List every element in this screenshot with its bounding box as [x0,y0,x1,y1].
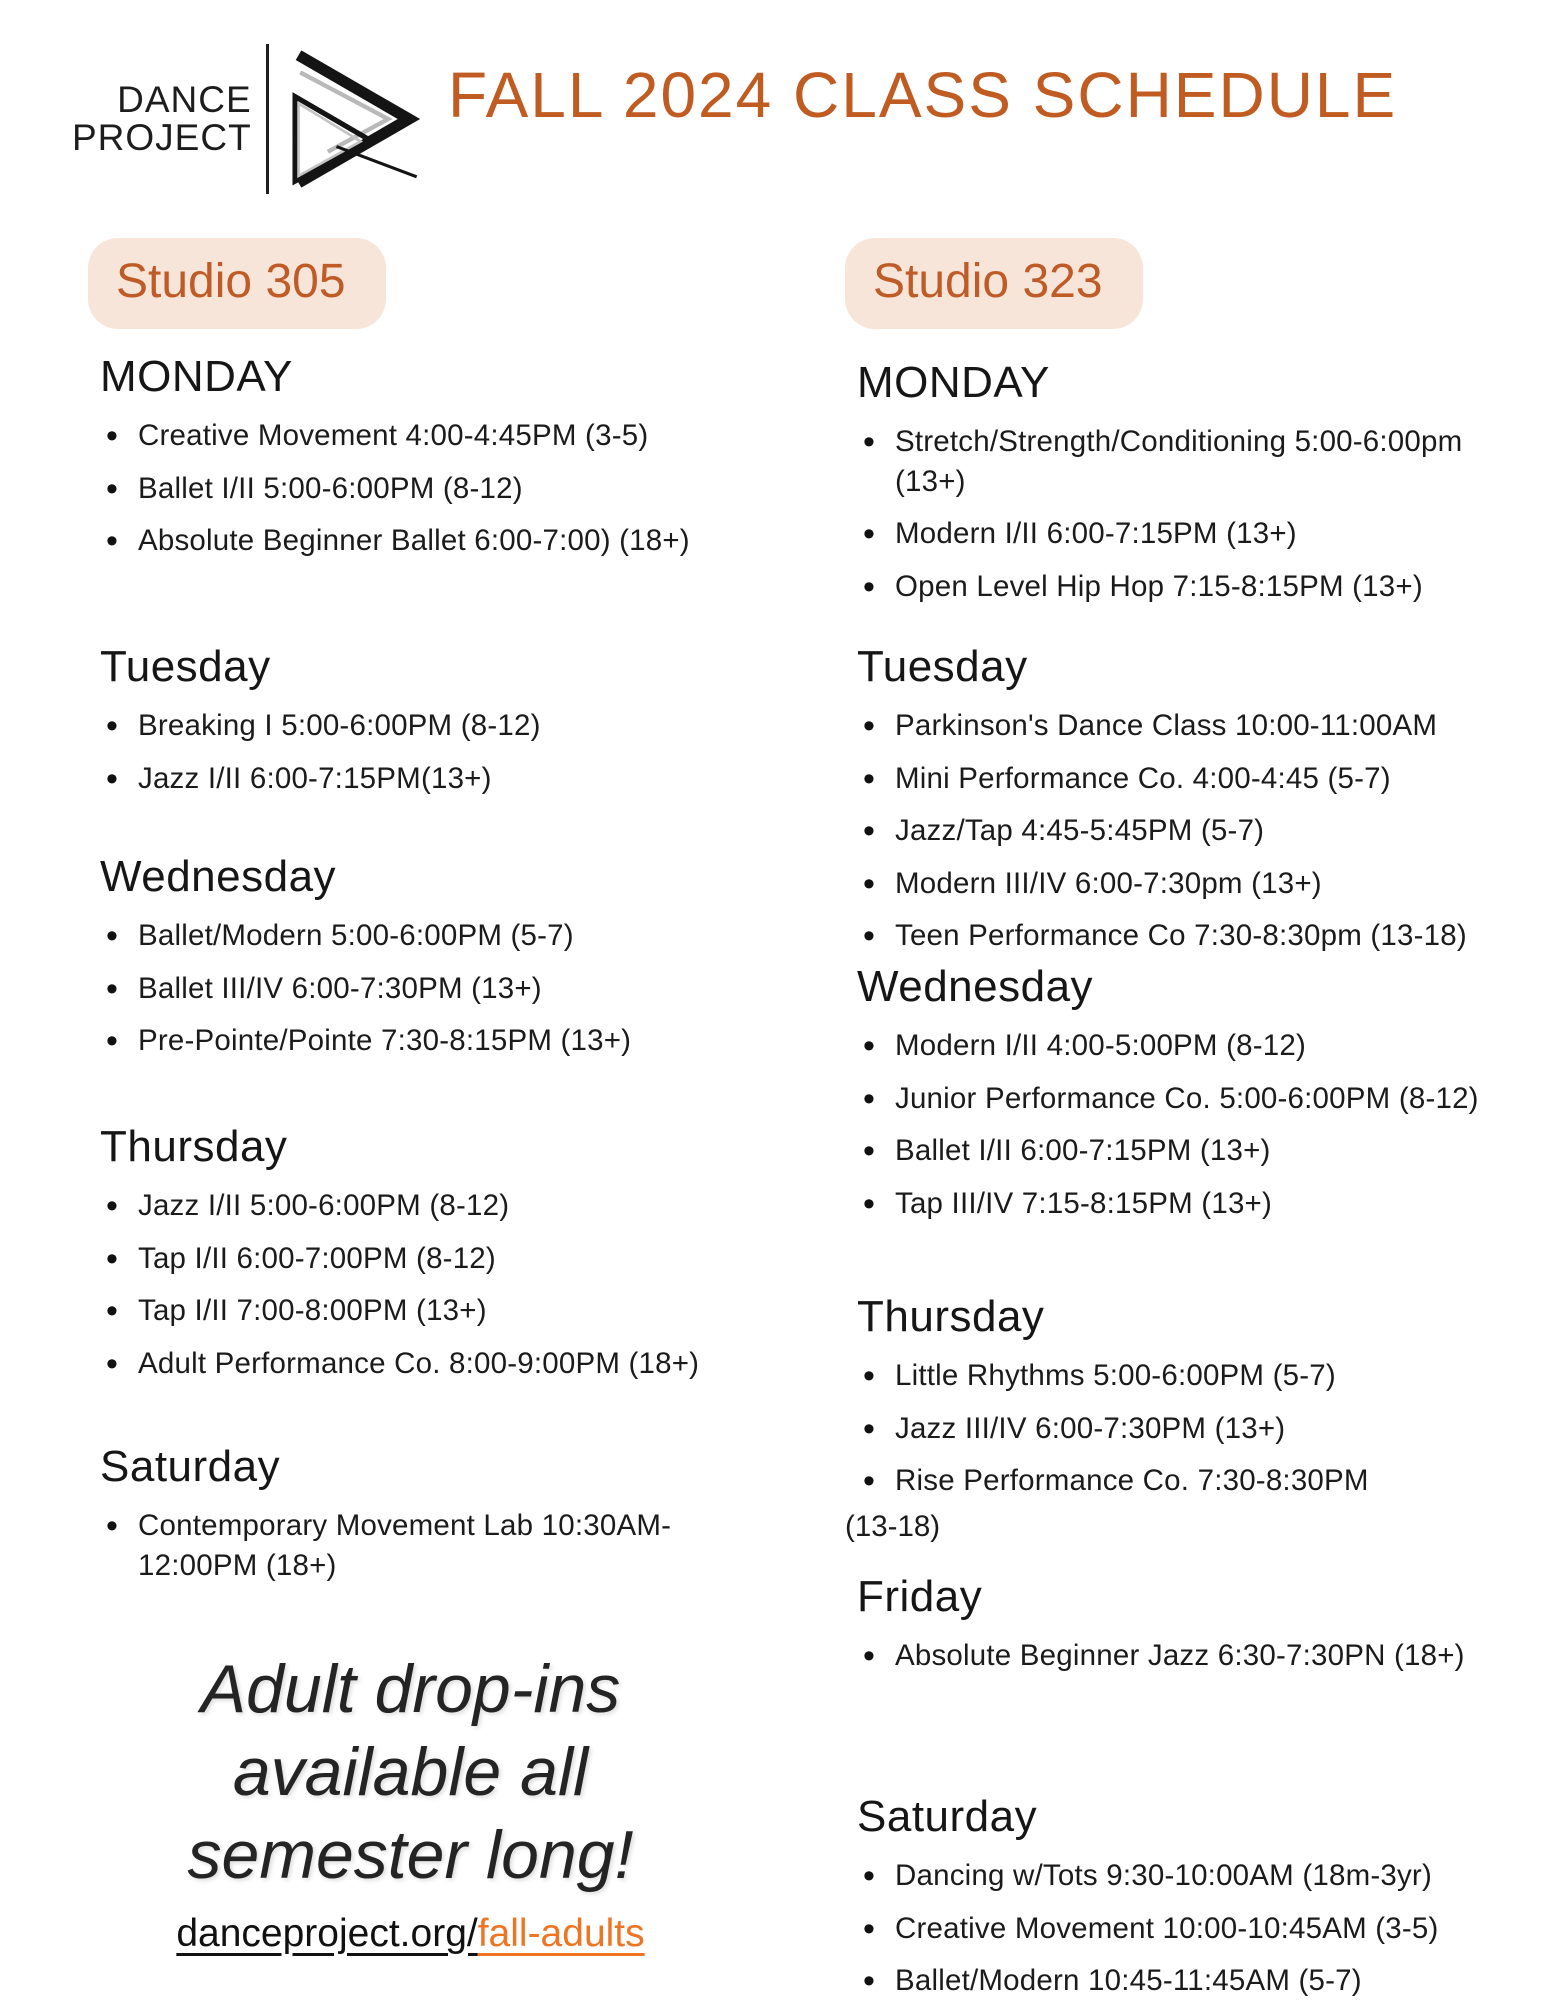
link-domain-text[interactable]: danceproject.org/ [176,1912,478,1955]
schedule-item: • Ballet/Modern 5:00-6:00PM (5-7) [88,916,733,956]
studio-323-badge: Studio 323 [845,238,1143,329]
class-list [88,1186,733,1383]
schedule-item: • Pre-Pointe/Pointe 7:30-8:15PM (13+) [88,1021,733,1061]
studio-323-tuesday-section [845,642,1513,969]
day-heading: Tuesday [100,642,271,691]
schedule-item: • Contemporary Movement Lab 10:30AM-12:00PM (18+) [88,1506,733,1585]
schedule-item: • Jazz/Tap 4:45-5:45PM (5-7) [845,811,1513,851]
day-heading: Saturday [857,1792,1038,1841]
schedule-item: • Creative Movement 4:00-4:45PM (3-5) [88,416,733,456]
day-heading: Friday [857,1572,983,1621]
schedule-item: • Jazz I/II 5:00-6:00PM (8-12) [88,1186,733,1226]
day-heading: Thursday [857,1292,1045,1341]
schedule-item: • Modern I/II 6:00-7:15PM (13+) [845,514,1513,554]
class-list [845,1636,1513,1676]
class-list [845,706,1513,956]
dance-project-arrow-icon [283,40,421,198]
day-heading: Thursday [100,1122,288,1171]
day-heading: Tuesday [857,642,1028,691]
schedule-item: • Absolute Beginner Jazz 6:30-7:30PN (18+) [845,1636,1513,1676]
schedule-item: • Jazz III/IV 6:00-7:30PM (13+) [845,1409,1513,1449]
schedule-item: • Adult Performance Co. 8:00-9:00PM (18+) [88,1344,733,1384]
logo-line-dance: DANCE [117,78,252,120]
schedule-item: • Ballet III/IV 6:00-7:30PM (13+) [88,969,733,1009]
schedule-item: • Tap I/II 6:00-7:00PM (8-12) [88,1239,733,1279]
schedule-item: • Little Rhythms 5:00-6:00PM (5-7) [845,1356,1513,1396]
schedule-item: • Tap I/II 7:00-8:00PM (13+) [88,1291,733,1331]
dance-project-logo [72,40,421,198]
schedule-item: • Open Level Hip Hop 7:15-8:15PM (13+) [845,567,1513,607]
day-heading: Saturday [100,1442,281,1491]
class-list [845,1356,1513,1501]
studio-323-monday-section [845,358,1513,619]
schedule-item: • Modern I/II 4:00-5:00PM (8-12) [845,1026,1513,1066]
class-list [845,1856,1513,2001]
schedule-item: • Parkinson's Dance Class 10:00-11:00AM [845,706,1513,746]
class-list [88,416,733,561]
promo-line: semester long! [187,1816,634,1893]
promo-line: Adult drop-ins [200,1651,621,1727]
schedule-item: • Teen Performance Co 7:30-8:30pm (13-18) [845,916,1513,956]
studio-305-wednesday-section [88,852,733,1074]
studio-323-saturday-section [845,1792,1513,2014]
schedule-item: • Junior Performance Co. 5:00-6:00PM (8-12) [845,1079,1513,1119]
day-heading: Wednesday [857,962,1094,1011]
day-heading: Wednesday [100,852,337,901]
fall-adults-link[interactable] [88,1912,733,1956]
schedule-item: • Jazz I/II 6:00-7:15PM(13+) [88,759,733,799]
studio-323-thursday-section [845,1292,1513,1544]
schedule-item: • Ballet/Modern 10:45-11:45AM (5-7) [845,1961,1513,2001]
studio-305-monday-section [88,352,733,574]
schedule-item: • Ballet I/II 5:00-6:00PM (8-12) [88,469,733,509]
logo-divider [266,44,269,194]
schedule-item: • Stretch/Strength/Conditioning 5:00-6:00pm (13+) [845,422,1513,501]
adult-dropins-promo [88,1648,733,1897]
logo-wordmark [72,78,252,158]
studio-305-badge: Studio 305 [88,238,386,329]
studio-323-wednesday-section [845,962,1513,1236]
day-heading: MONDAY [100,352,293,401]
logo-line-project: PROJECT [72,117,252,158]
link-path-text[interactable]: fall-adults [477,1912,645,1955]
schedule-item: • Rise Performance Co. 7:30-8:30PM [845,1461,1513,1501]
page-title: FALL 2024 CLASS SCHEDULE [448,59,1398,131]
studio-305-thursday-section [88,1122,733,1396]
schedule-item: • Mini Performance Co. 4:00-4:45 (5-7) [845,759,1513,799]
schedule-item: • Breaking I 5:00-6:00PM (8-12) [88,706,733,746]
class-list [88,916,733,1061]
promo-line: available all [232,1733,589,1810]
class-list [88,1506,733,1585]
class-list [845,422,1513,606]
studio-305-tuesday-section [88,642,733,811]
schedule-item: • Absolute Beginner Ballet 6:00-7:00) (18+) [88,521,733,561]
class-list [88,706,733,798]
schedule-item: • Modern III/IV 6:00-7:30pm (13+) [845,864,1513,904]
day-heading: MONDAY [857,358,1050,407]
age-range-overflow: (13-18) [845,1509,941,1543]
studio-305-saturday-section [88,1442,733,1598]
class-list [845,1026,1513,1223]
schedule-item: • Tap III/IV 7:15-8:15PM (13+) [845,1184,1513,1224]
schedule-item: • Ballet I/II 6:00-7:15PM (13+) [845,1131,1513,1171]
studio-323-friday-section [845,1572,1513,1689]
schedule-item: • Creative Movement 10:00-10:45AM (3-5) [845,1909,1513,1949]
schedule-item: • Dancing w/Tots 9:30-10:00AM (18m-3yr) [845,1856,1513,1896]
